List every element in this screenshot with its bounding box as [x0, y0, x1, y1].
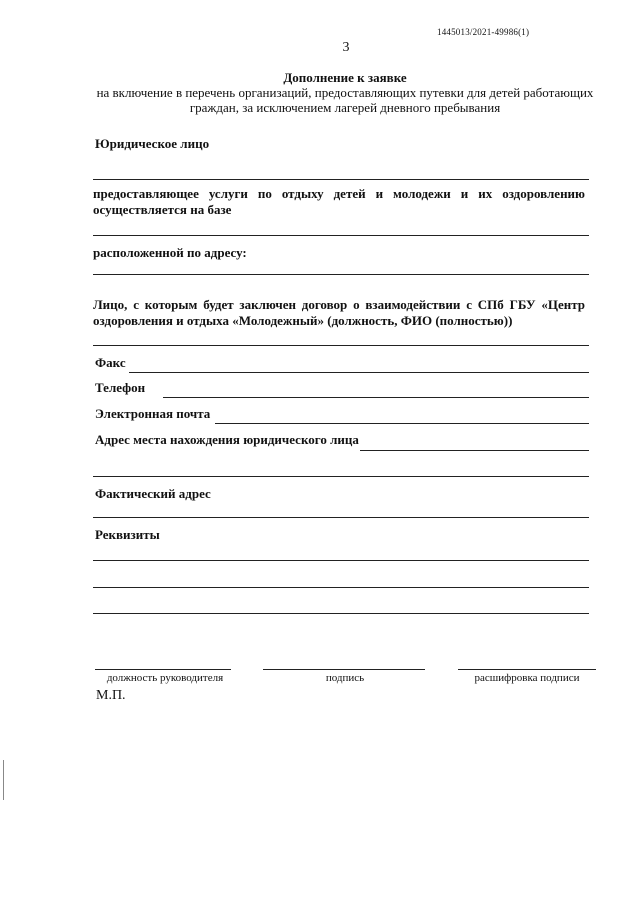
- requisites-line-1[interactable]: [93, 560, 589, 561]
- requisites-line-2[interactable]: [93, 587, 589, 588]
- decoding-caption: расшифровка подписи: [474, 672, 580, 684]
- document-heading: [80, 70, 610, 115]
- services-text: предоставляющее услуги по отдыху детей и молодежи и их оздоровлению осуществляется на базе: [93, 186, 585, 217]
- phone-line[interactable]: [163, 397, 589, 398]
- position-signature-line[interactable]: [95, 669, 231, 670]
- legal-address-line-2[interactable]: [93, 476, 589, 477]
- contact-person-text: Лицо, с которым будет заключен договор о взаимодействии с СПб ГБУ «Центр оздоровления и отдыха «Молодежный» (должность, ФИО (полностью)): [93, 297, 585, 328]
- page-number: 3: [342, 40, 350, 55]
- legal-entity-label: Юридическое лицо: [95, 136, 210, 151]
- actual-address-label: Фактический адрес: [95, 486, 211, 501]
- requisites-label: Реквизиты: [95, 527, 160, 542]
- actual-address-line[interactable]: [93, 517, 589, 518]
- requisites-line-3[interactable]: [93, 613, 589, 614]
- fax-label: Факс: [95, 355, 126, 370]
- scan-edge-mark: [3, 760, 4, 800]
- position-caption: должность руководителя: [106, 672, 224, 684]
- decoding-signature-line[interactable]: [458, 669, 596, 670]
- email-label: Электронная почта: [95, 406, 211, 421]
- heading-line-2: граждан, за исключением лагерей дневного пребывания: [189, 100, 501, 115]
- location-address-label: расположенной по адресу:: [93, 245, 247, 260]
- location-address-line[interactable]: [93, 274, 589, 275]
- contact-person-line[interactable]: [93, 345, 589, 346]
- heading-line-1: на включение в перечень организаций, предоставляющих путевки для детей работающих: [96, 85, 594, 100]
- legal-address-label: Адрес места нахождения юридического лица: [95, 432, 359, 447]
- email-line[interactable]: [215, 423, 589, 424]
- base-line[interactable]: [93, 235, 589, 236]
- document-id: 1445013/2021-49986(1): [437, 27, 530, 37]
- legal-entity-line[interactable]: [93, 179, 589, 180]
- heading-title: Дополнение к заявке: [283, 70, 407, 85]
- signature-caption: подпись: [325, 672, 365, 684]
- signature-line[interactable]: [263, 669, 425, 670]
- stamp-label: М.П.: [96, 688, 126, 703]
- fax-line[interactable]: [129, 372, 589, 373]
- phone-label: Телефон: [95, 380, 146, 395]
- legal-address-line-1[interactable]: [360, 450, 589, 451]
